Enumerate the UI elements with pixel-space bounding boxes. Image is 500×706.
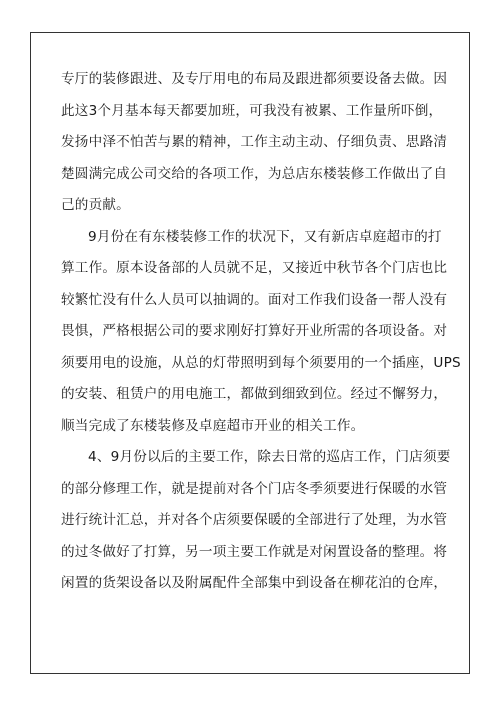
text-line: 楚圆满完成公司交给的各项工作，为总店东楼装修工作做出了自 xyxy=(61,165,448,182)
text-line-indented: 9月份在有东楼装修工作的状况下，又有新店卓庭超市的打 xyxy=(88,228,442,245)
text-line: 闲置的货架设备以及附属配件全部集中到设备在柳花泊的仓库， xyxy=(61,575,448,591)
text-line: 须要用电的设施，从总的灯带照明到每个须要用的一个插座，UPS xyxy=(61,354,461,371)
text-line: 较繁忙没有什么人员可以抽调的。面对工作我们设备一帮人没有 xyxy=(61,291,448,308)
text-line: 顺当完成了东楼装修及卓庭超市开业的相关工作。 xyxy=(61,417,365,434)
document-body xyxy=(61,64,461,600)
text-line: 的部分修理工作，就是提前对各个门店冬季须要进行保暖的水管 xyxy=(61,480,448,497)
text-line: 的安装、租赁户的用电施工，都做到细致到位。经过不懈努力， xyxy=(61,386,448,402)
text-line-indented: 4、9月份以后的主要工作，除去日常的巡店工作，门店须要 xyxy=(88,449,451,465)
text-line: 此这3个月基本每天都要加班，可我没有被累、工作量所吓倒， xyxy=(61,102,443,119)
text-line: 发扬中泽不怕苦与累的精神，工作主动主动、仔细负责、思路清 xyxy=(61,134,448,150)
text-line: 畏惧，严格根据公司的要求刚好打算好开业所需的各项设备。对 xyxy=(61,323,448,339)
text-line: 算工作。原本设备部的人员就不足，又接近中秋节各个门店也比 xyxy=(61,260,448,276)
text-line: 的过冬做好了打算，另一项主要工作就是对闲置设备的整理。将 xyxy=(61,543,448,560)
text-line: 进行统计汇总，并对各个店须要保暖的全部进行了处理，为水管 xyxy=(61,512,448,528)
text-line: 己的贡献。 xyxy=(61,197,130,213)
paragraph-3 xyxy=(61,442,451,600)
text-line: 专厅的装修跟进、及专厅用电的布局及跟进都须要设备去做。因 xyxy=(61,71,448,87)
paragraph-1 xyxy=(61,64,448,222)
paragraph-2 xyxy=(61,222,461,443)
